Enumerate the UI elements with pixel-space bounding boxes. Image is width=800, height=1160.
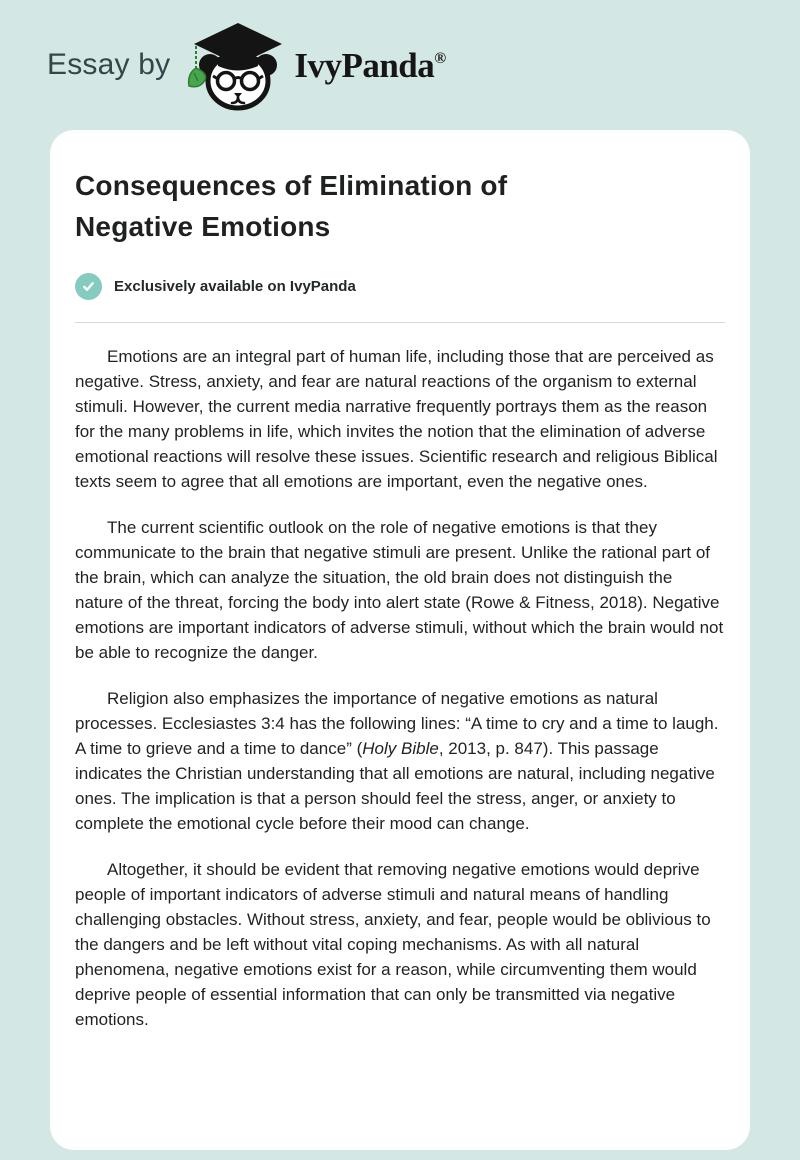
essay-paragraph-1 — [75, 344, 725, 494]
citation-title-italic: Holy Bible — [362, 739, 439, 759]
exclusivity-badge — [75, 273, 725, 300]
paragraph-text: , 2013, p. 847). This passage indicates the Christian understanding that all emotions are natural, including negative ones. The implication is that a person should feel the stress, anger, or anxiety to complete the emotional cycle before their mood can change. — [75, 739, 715, 834]
essay-paragraph-4 — [75, 857, 725, 1032]
page-title: Consequences of Elimination of Negative Emotions — [75, 170, 508, 242]
brand-text: IvyPanda — [294, 45, 435, 85]
check-icon — [75, 273, 102, 300]
paragraph-text: The current scientific outlook on the role of negative emotions is that they communicate to the brain that negative stimuli are present. Unlike the rational part of the brain, which can analyze the situation, the old brain does not distinguish the nature of the threat, forcing the body into alert state (Rowe & Fitness, 2018). Negative emotions are important indicators of adverse stimuli, without which the brain would not be able to recognize the danger. — [75, 518, 724, 663]
essay-paragraph-3 — [75, 686, 725, 836]
ivypanda-graduate-panda-logo-icon — [184, 21, 288, 109]
paragraph-text: Religion also emphasizes the importance of negative emotions as natural processes. Ecclesiastes 3:4 has the following lines: “A time to cry and a time to laugh. A time to grieve and a time to dance” ( — [75, 689, 719, 759]
paragraph-text: Altogether, it should be evident that removing negative emotions would deprive people of important indicators of adverse stimuli and natural means of handling challenging obstacles. Without stress, anxiety, and fear, people would be oblivious to the dangers and be left without vital coping mechanisms. As with all natural phenomena, negative emotions exist for a reason, while circumventing them would deprive people of essential information that can only be transmitted via negative emotions. — [75, 860, 711, 1030]
divider — [75, 322, 725, 323]
essay-card — [50, 130, 750, 1150]
paragraph-text: Emotions are an integral part of human life, including those that are perceived as negative. Stress, anxiety, and fear are natural reactions of the organism to external stimuli. However, the current media narrative frequently portrays them as the reason for the many problems in life, which invites the notion that the elimination of adverse emotional reactions will resolve these issues. Scientific research and religious Biblical texts seem to agree that all emotions are important, even the negative ones. — [75, 347, 718, 492]
essay-paragraph-2 — [75, 515, 725, 665]
brand-name — [294, 45, 446, 85]
registered-trademark: ® — [434, 49, 446, 67]
page-header — [0, 0, 800, 130]
essay-by-label: Essay by — [47, 48, 171, 81]
badge-label: Exclusively available on IvyPanda — [114, 278, 356, 296]
